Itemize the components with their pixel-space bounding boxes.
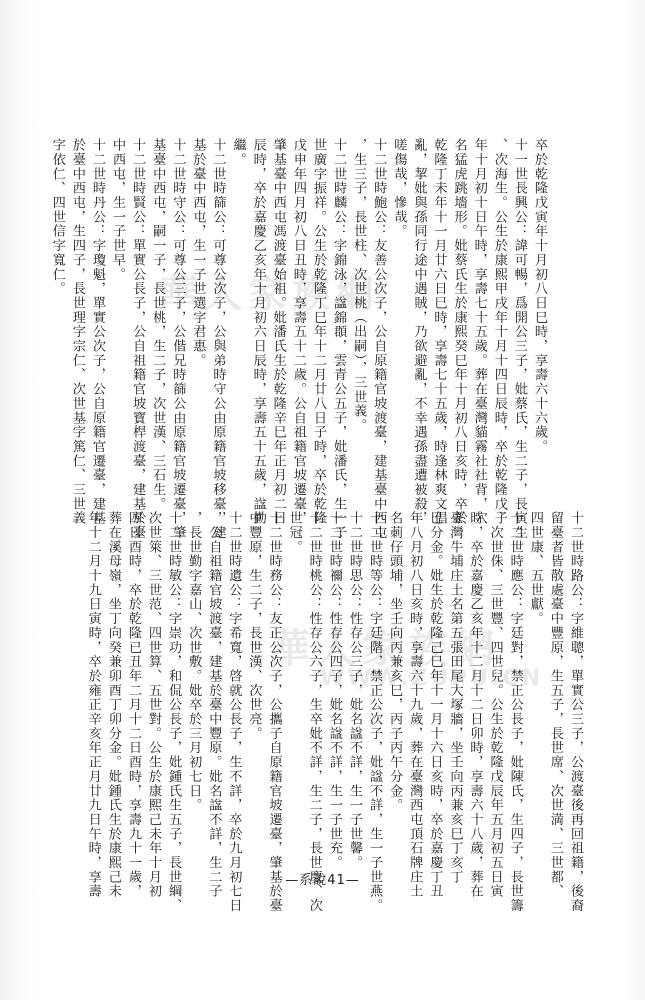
text-column: 十二世時篩公：可尊公次子，公與弟時守公由原籍官坡移臺，建: [210, 138, 226, 540]
text-column: 世廣字振祥。公生於乾隆丁巳年十二月廿八日子時，卒於乾隆: [310, 138, 326, 526]
text-column: 於臺中西屯，生四子，長世理字宗仁、次世基字篤仁、三世義: [69, 138, 85, 526]
text-column: 肇基臺中西屯馮渡臺始祖。妣潘氏生於乾隆辛巳年正月初二日: [270, 138, 286, 526]
text-column: 巳分金。妣生於乾隆己巳年十一月十六日亥時，卒於嘉慶丁丑: [427, 511, 443, 899]
watermark-name-bottom: 華人家族網: [270, 626, 500, 672]
watermark-name-top: 華人家族網: [160, 272, 381, 316]
text-column: 年十二月十九日寅時，卒於雍正辛亥年正月廿九日午時，享壽: [85, 511, 101, 899]
text-column: 十二世時路公：字維聰，單實公三子，公渡臺後再回祖籍，後裔: [568, 511, 583, 913]
text-column: 四世康、五世獻。: [527, 511, 543, 626]
text-column: 繼。: [230, 138, 246, 167]
text-column: 次世箂、三世范、四世算、五世對。公生於康熙己未年十月初: [146, 511, 162, 899]
text-column: 十二世時遺公：字希寬，啓就公長子，生不詳，卒於九月初七日: [226, 511, 242, 913]
text-column: 基於臺中西屯，生一子世選字君惠。: [190, 138, 206, 368]
text-column: 十二世時麟公：字錦泳，諡錦頵，雲青公五子，妣潘氏，生一子: [331, 138, 347, 540]
text-column: 十二世時禰公：性存公四子，妣名諡不詳，生一子世充。: [326, 511, 342, 870]
text-column: 世冠。: [286, 511, 302, 555]
text-column: 卒於乾隆戊寅年十月初八日巳時，享壽六十六歲。: [532, 138, 547, 454]
text-column: 基臺中西屯，嗣一子，長世桃，生二子，次世漢、三石生。: [150, 138, 166, 512]
text-column: 十一世長興公：諱可暢，爲開公三子，妣蔡氏，生二子，長寅生: [511, 138, 527, 540]
text-column: 乾隆丁未年十一月廿六日巳時，享壽七十五歲，時逢林爽文倡: [431, 138, 447, 526]
text-column: ，生三子，長世柱、次世桃（出嗣），三世義。: [351, 138, 367, 433]
text-column: 年十月初十日午時，享壽七十五歲。葬在臺灣貓霧社社背，穴: [471, 138, 487, 526]
text-column: 十二世時桃公：性存公六子，生卒妣不詳，生二子，長世慶、次: [306, 511, 322, 913]
text-column: 十二世時思公：性存公三子，妣名諡不詳，生一子世馨。: [346, 511, 362, 870]
text-column: ，公自祖籍官坡渡臺，建基於臺中豐原。妣名諡不詳，生二子: [206, 511, 222, 899]
text-column: 臺灣牛埔庄土名第五張田尾大塚牆，坐壬向丙兼亥巳丁亥丁: [447, 511, 463, 885]
text-column: ，長世勤字嘉山、次世敷。妣卒於三月初七日。: [186, 511, 202, 813]
text-column: 中西屯，生一子世早。: [110, 138, 126, 282]
text-column: 葬在溪母嶺，坐丁向癸兼卯酉丁卯分金。妣鍾氏生於康熙己未: [105, 511, 121, 899]
text-column: 十二世時應公：字廷對，禁正公長子，妣陳氏，生四子，長世籌: [507, 511, 523, 913]
text-column: 嗟傷哉，慘哉。: [391, 138, 407, 239]
watermark-url: WWW.ZUPU.CN: [320, 666, 544, 691]
text-column: 字依仁、四世信字寬仁。: [49, 138, 65, 296]
page-number: —系說41—: [285, 873, 360, 888]
text-column: 十二世時敏公：字崇功，和侃公長子，妣鍾氏生五子，長世綱、: [166, 511, 182, 913]
text-column: 亂，挈妣與孫同行途中遇賊，乃欲避亂，不幸遇孫盡遭被殺，: [411, 138, 427, 526]
text-column: 中豐原，生二子，長世漢、次世亮。: [246, 511, 262, 741]
text-column: 戊申年四月初八日丑時，享壽五十二歲。公自祖籍官坡遷臺，: [290, 138, 306, 526]
text-column: 名莿仔頭埔，坐壬向丙兼亥巳，丙子丙午分金。: [387, 511, 403, 813]
text-column: 時，卒於嘉慶乙亥年十二月十二日卯時，享壽六十八歲，葬在: [467, 511, 483, 899]
text-column: 十二世時丹公：字瓊魁，單實公次子，公自原籍官遷臺，建基: [89, 138, 105, 526]
text-column: 年八月初八日亥時，享壽六十九歲，葬在臺灣西屯頂石牌庄土: [407, 511, 423, 899]
text-column: 留臺者皆散處臺中豐原，生五子，長世席、次世満、三世都、: [547, 511, 563, 899]
text-column: 辰時，卒於嘉慶乙亥年十月初六日辰時，享壽五十五歲，諡勤: [250, 138, 266, 526]
text-column: 、次世侏、三世豐、四世兒。公生於乾隆戊辰年五月初五日寅: [487, 511, 503, 899]
text-column: 十二世時務公：友正公次子，公攜子自原籍官坡遷臺，肇基於臺: [266, 511, 282, 913]
text-column: 十二世時守公：可尊公三子，公偕兄時篩公由原籍官坡遷臺，肇: [170, 138, 186, 540]
text-column: 十二世時賢公：單實公長子，公自祖籍官坡寶桿渡臺，建基於臺: [130, 138, 146, 540]
text-column: 十二世時鮑公：友善公次子，公自原籍官坡渡臺，建基臺中西屯: [371, 138, 387, 540]
text-column: 名猛虎跳墻形。妣蔡氏生於康熙癸巳年十月初八日亥時，卒於: [451, 138, 467, 526]
text-column: 十二世時等公：字廷階，禁正公次子，妣諡不詳，生一子世燕。: [367, 511, 383, 913]
text-column: 、次海生。公生於康熙甲戌年十月十四日辰時，卒於乾隆戊子: [491, 138, 507, 526]
text-column: 四日酉時，卒於乾隆已丑年二月十二日酉時，享壽九十一歲，: [125, 511, 141, 899]
